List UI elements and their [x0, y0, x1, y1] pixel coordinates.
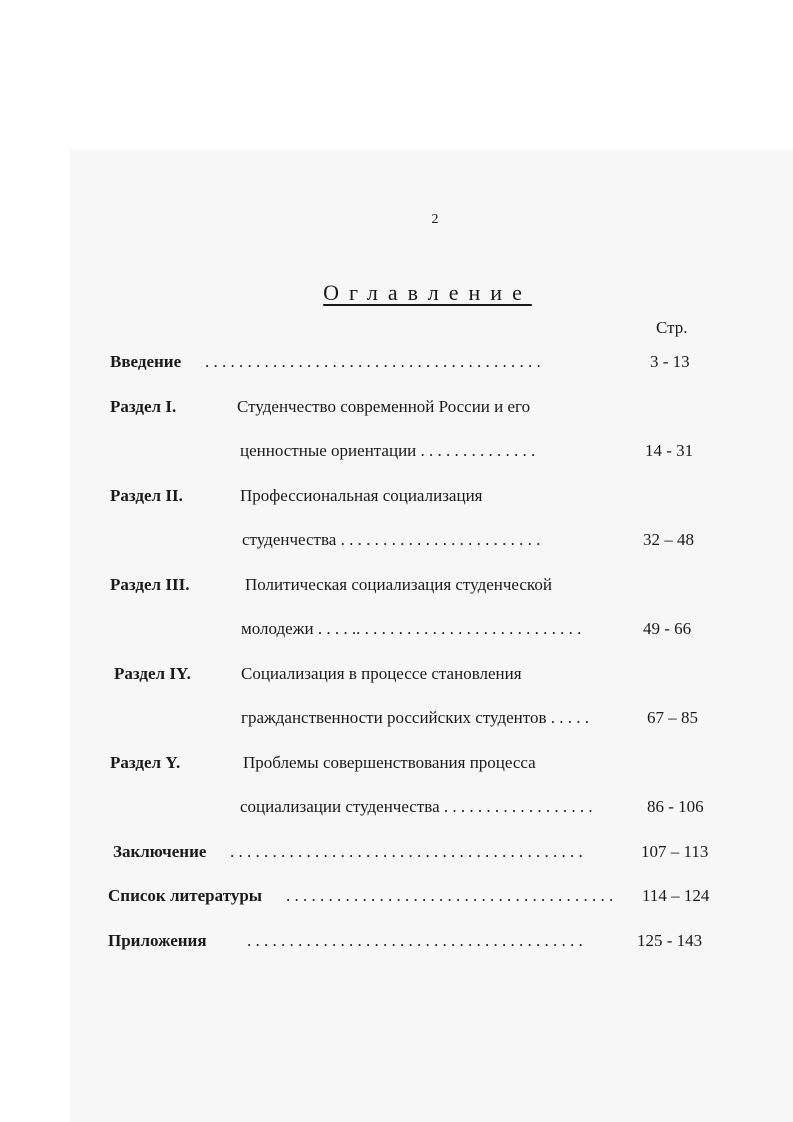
toc-title-cont-section-3: молодежи . . . . .. . . . . . . . . . . . . . . . . . . . . . . . . . . [241, 619, 582, 638]
toc-label-introduction: Введение [110, 352, 182, 371]
toc-leader-appendices: . . . . . . . . . . . . . . . . . . . . . . . . . . . . . . . . . . . . . . . . [247, 931, 583, 950]
toc-title-section-4: Социализация в процессе становления [241, 664, 522, 683]
toc-label-bibliography: Список литературы [108, 886, 263, 905]
toc-leader-bibliography: . . . . . . . . . . . . . . . . . . . . . . . . . . . . . . . . . . . . . . . [286, 886, 614, 905]
toc-title: Оглавление [323, 280, 532, 305]
toc-label-section-5: Раздел Y. [110, 753, 181, 772]
toc-pages-section-5: 86 - 106 [647, 797, 704, 816]
toc-title-cont-section-5: социализации студенчества . . . . . . . . . . . . . . . . . . [240, 797, 593, 816]
toc-title-cont-section-4: гражданственности российских студентов . . . . . [241, 708, 590, 727]
toc-label-conclusion: Заключение [113, 842, 207, 861]
toc-label-appendices: Приложения [108, 931, 207, 950]
toc-leader-conclusion: . . . . . . . . . . . . . . . . . . . . . . . . . . . . . . . . . . . . . . . . . . [230, 842, 583, 861]
page-number: 2 [431, 212, 439, 227]
toc-title-section-3: Политическая социализация студенческой [245, 575, 552, 594]
toc-title-cont-section-1: ценностные ориентации . . . . . . . . . . . . . . [240, 441, 536, 460]
toc-pages-section-2: 32 – 48 [643, 530, 694, 549]
toc-title-section-2: Профессиональная социализация [240, 486, 483, 505]
toc-pages-introduction: 3 - 13 [650, 352, 690, 371]
toc-pages-section-3: 49 - 66 [643, 619, 692, 638]
toc-pages-section-1: 14 - 31 [645, 441, 694, 460]
toc-label-section-3: Раздел III. [110, 575, 190, 594]
toc-title-cont-section-2: студенчества . . . . . . . . . . . . . . . . . . . . . . . . [242, 530, 541, 549]
toc-pages-bibliography: 114 – 124 [642, 886, 710, 905]
toc-leader-introduction: . . . . . . . . . . . . . . . . . . . . . . . . . . . . . . . . . . . . . . . . [205, 352, 541, 371]
toc-label-section-4: Раздел IY. [114, 664, 191, 683]
toc-title-section-1: Студенчество современной России и его [237, 397, 531, 416]
toc-label-section-2: Раздел II. [110, 486, 183, 505]
pages-column-header: Стр. [656, 318, 688, 337]
toc-pages-conclusion: 107 – 113 [641, 842, 709, 861]
toc-label-section-1: Раздел I. [110, 397, 177, 416]
toc-title-section-5: Проблемы совершенствования процесса [243, 753, 536, 772]
toc-pages-appendices: 125 - 143 [637, 931, 703, 950]
toc-pages-section-4: 67 – 85 [647, 708, 698, 727]
